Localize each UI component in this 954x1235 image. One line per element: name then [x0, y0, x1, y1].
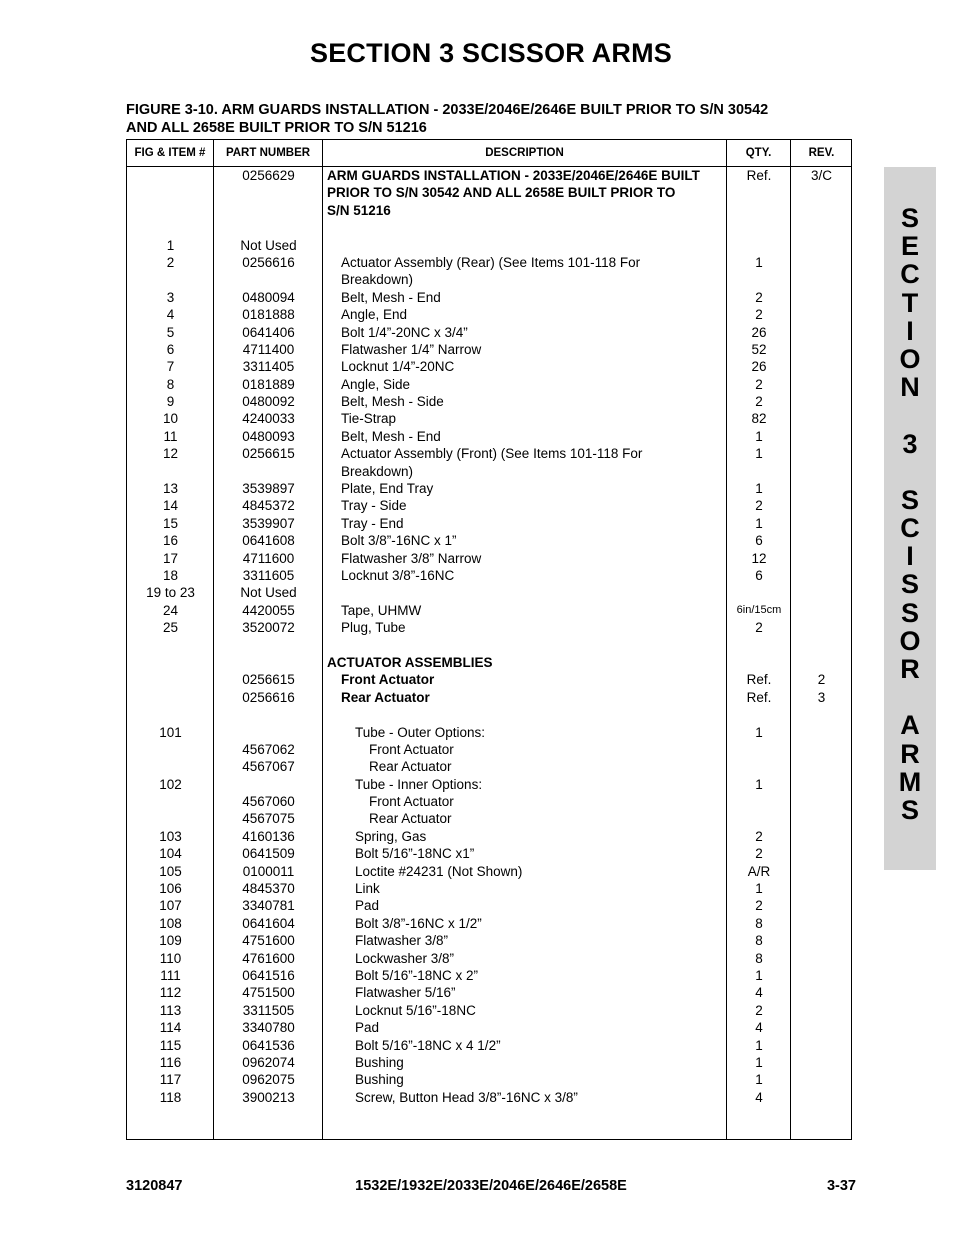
- qty-cell: 2: [755, 898, 763, 914]
- part-number-cell: 3340780: [242, 1020, 295, 1036]
- fig-item-cell: 6: [166, 341, 175, 357]
- fig-item-cell: 5: [166, 324, 175, 340]
- description-cell: Breakdown): [341, 463, 414, 479]
- fig-item-cell: 111: [160, 967, 181, 983]
- fig-item-cell: 4: [166, 307, 175, 323]
- table-row: [127, 237, 851, 254]
- part-number-cell: 3900213: [242, 1089, 295, 1105]
- table-row: [127, 793, 851, 810]
- side-tab-letters: [884, 204, 936, 824]
- side-tab-letter: I: [906, 315, 914, 346]
- fig-item-cell: 118: [159, 1089, 182, 1105]
- description-cell: Bolt 3/8”-16NC x 1/2”: [355, 915, 482, 931]
- header-rev: REV.: [808, 147, 835, 159]
- fig-item-cell: 17: [162, 550, 179, 566]
- table-row: [127, 497, 851, 514]
- table-row: [127, 1037, 851, 1054]
- fig-item-cell: 3: [166, 289, 175, 305]
- fig-item-cell: 24: [162, 602, 179, 618]
- figure-title: [126, 101, 768, 137]
- side-tab-letter: C: [900, 513, 920, 544]
- part-number-cell: 3311605: [242, 567, 295, 583]
- table-row: [127, 671, 851, 688]
- table-row: [127, 845, 851, 862]
- qty-cell: 2: [755, 1002, 763, 1018]
- description-cell: Bushing: [355, 1054, 404, 1070]
- part-number-cell: 0256615: [242, 446, 295, 462]
- fig-item-cell: 13: [162, 481, 179, 497]
- table-row: [127, 219, 851, 236]
- part-number-cell: 0480094: [242, 289, 295, 305]
- description-cell: Locknut 3/8”-16NC: [341, 567, 455, 583]
- qty-cell: 2: [755, 289, 763, 305]
- description-cell: Lockwasher 3/8”: [355, 950, 455, 966]
- table-row: [127, 324, 851, 341]
- part-number-cell: 0181888: [242, 307, 295, 323]
- description-cell: Angle, Side: [341, 376, 411, 392]
- part-number-cell: 0641536: [242, 1037, 295, 1053]
- side-tab-letter: I: [906, 541, 914, 572]
- table-body: [127, 167, 851, 1106]
- table-row: [127, 376, 851, 393]
- side-tab-letter: M: [898, 766, 922, 797]
- part-number-cell: 4845370: [242, 881, 295, 897]
- qty-cell: 12: [751, 550, 767, 566]
- fig-item-cell: 114: [159, 1020, 182, 1036]
- qty-cell: 1: [755, 515, 763, 531]
- description-cell: Screw, Button Head 3/8”-16NC x 3/8”: [355, 1089, 578, 1105]
- qty-cell: Ref.: [746, 672, 772, 688]
- description-cell: Locknut 5/16”-18NC: [355, 1002, 476, 1018]
- description-cell: Bolt 1/4”-20NC x 3/4”: [341, 324, 468, 340]
- table-row: [127, 967, 851, 984]
- footer-page-number: 3-37: [826, 1178, 856, 1194]
- fig-item-cell: 116: [159, 1054, 182, 1070]
- fig-item-cell: 11: [163, 428, 178, 444]
- table-row: [127, 515, 851, 532]
- part-number-cell: 3539907: [242, 515, 295, 531]
- side-tab-letter: 3: [902, 428, 918, 459]
- description-cell: Tube - Inner Options:: [355, 776, 483, 792]
- description-cell: Bolt 3/8”-16NC x 1”: [341, 533, 457, 549]
- side-tab-letter: S: [900, 597, 919, 628]
- fig-item-cell: 103: [159, 828, 182, 844]
- description-cell: Front Actuator: [369, 741, 454, 757]
- qty-cell: 2: [755, 307, 763, 323]
- header-qty: QTY.: [745, 147, 772, 159]
- part-number-cell: 0480092: [242, 394, 295, 410]
- table-row: [127, 567, 851, 584]
- table-row: [127, 550, 851, 567]
- table-row: [127, 1071, 851, 1088]
- description-cell: PRIOR TO S/N 30542 AND ALL 2658E BUILT PRIOR TO: [327, 185, 676, 201]
- part-number-cell: 3311405: [242, 359, 295, 375]
- description-cell: Rear Actuator: [341, 689, 430, 705]
- part-number-cell: 4845372: [242, 498, 295, 514]
- part-number-cell: 0256615: [242, 672, 295, 688]
- qty-cell: 1: [755, 446, 763, 462]
- description-cell: Loctite #24231 (Not Shown): [355, 863, 523, 879]
- description-cell: Flatwasher 5/16”: [355, 985, 456, 1001]
- fig-item-cell: 1: [166, 237, 175, 253]
- part-number-cell: 0962074: [242, 1054, 295, 1070]
- qty-cell: 6: [755, 567, 763, 583]
- table-row: [127, 1019, 851, 1036]
- description-cell: Flatwasher 1/4” Narrow: [341, 341, 482, 357]
- qty-cell: 8: [755, 950, 763, 966]
- part-number-cell: Not Used: [240, 237, 297, 253]
- description-cell: Bolt 5/16”-18NC x 2”: [355, 967, 479, 983]
- description-cell: Front Actuator: [341, 672, 435, 688]
- table-row: [127, 167, 851, 184]
- description-cell: Pad: [355, 898, 380, 914]
- side-tab-letter: S: [900, 569, 919, 600]
- part-number-cell: 0100011: [242, 863, 295, 879]
- fig-item-cell: 7: [166, 359, 175, 375]
- table-row: [127, 532, 851, 549]
- header-part-number: PART NUMBER: [225, 147, 311, 159]
- part-number-cell: 4711600: [242, 550, 295, 566]
- qty-cell: 1: [755, 776, 763, 792]
- qty-cell: 1: [755, 1072, 763, 1088]
- fig-item-cell: 105: [159, 863, 182, 879]
- part-number-cell: 4567062: [242, 741, 295, 757]
- qty-cell: 1: [755, 967, 763, 983]
- description-cell: Breakdown): [341, 272, 414, 288]
- qty-cell: 52: [751, 341, 767, 357]
- table-row: [127, 984, 851, 1001]
- side-tab-letter: N: [900, 372, 920, 403]
- part-number-cell: 4761600: [242, 950, 295, 966]
- parts-table: [126, 139, 852, 1140]
- footer-models: 1532E/1932E/2033E/2046E/2646E/2658E: [355, 1178, 627, 1194]
- part-number-cell: 0641608: [242, 533, 295, 549]
- part-number-cell: 4567067: [242, 759, 295, 775]
- description-cell: Belt, Mesh - End: [341, 289, 441, 305]
- table-row: [127, 863, 851, 880]
- table-row: [127, 1054, 851, 1071]
- qty-cell: 2: [755, 394, 763, 410]
- table-row: [127, 810, 851, 827]
- side-tab-letter: C: [900, 259, 920, 290]
- side-tab-letter: S: [900, 794, 919, 825]
- table-row: [127, 1089, 851, 1106]
- part-number-cell: 0256629: [242, 168, 295, 183]
- section-side-tab: [884, 167, 936, 870]
- part-number-cell: 0641604: [242, 915, 295, 931]
- table-row: [127, 306, 851, 323]
- part-number-cell: 4420055: [242, 602, 295, 618]
- table-row: [127, 706, 851, 723]
- description-cell: Pad: [355, 1020, 380, 1036]
- qty-cell: 8: [755, 933, 763, 949]
- description-cell: Rear Actuator: [369, 811, 452, 827]
- description-cell: Tray - End: [341, 515, 404, 531]
- part-number-cell: 0641509: [242, 846, 295, 862]
- qty-cell: 26: [751, 324, 767, 340]
- rev-cell: 2: [817, 672, 826, 688]
- part-number-cell: 3539897: [242, 481, 295, 497]
- qty-cell: 1: [755, 254, 763, 270]
- description-cell: Bolt 5/16”-18NC x 4 1/2”: [355, 1037, 501, 1053]
- fig-item-cell: 16: [162, 533, 179, 549]
- table-row: [127, 724, 851, 741]
- fig-item-cell: 19 to 23: [146, 585, 195, 601]
- qty-cell: 2: [755, 846, 763, 862]
- qty-cell: 2: [755, 828, 763, 844]
- description-cell: Belt, Mesh - Side: [341, 394, 444, 410]
- table-row: [127, 897, 851, 914]
- table-row: [127, 341, 851, 358]
- part-number-cell: 0181889: [242, 376, 295, 392]
- description-cell: Actuator Assembly (Rear) (See Items 101-118 For: [341, 254, 641, 270]
- fig-item-cell: 18: [162, 567, 179, 583]
- fig-item-cell: 9: [166, 394, 175, 410]
- table-row: [127, 480, 851, 497]
- description-cell: Bolt 5/16”-18NC x1”: [355, 846, 475, 862]
- part-number-cell: 4567075: [242, 811, 295, 827]
- side-tab-letter: E: [900, 231, 919, 262]
- qty-cell: Ref.: [746, 168, 772, 183]
- table-row: [127, 654, 851, 671]
- part-number-cell: 0480093: [242, 428, 295, 444]
- fig-item-cell: 117: [159, 1072, 182, 1088]
- fig-item-cell: 113: [159, 1002, 182, 1018]
- figure-title-line-1: FIGURE 3-10. ARM GUARDS INSTALLATION - 2033E/2046E/2646E BUILT PRIOR TO S/N 30542: [126, 102, 769, 118]
- description-cell: Tube - Outer Options:: [355, 724, 486, 740]
- table-row: [127, 950, 851, 967]
- side-tab-letter: S: [900, 484, 919, 515]
- description-cell: Tray - Side: [341, 498, 407, 514]
- table-row: [127, 584, 851, 601]
- side-tab-letter: O: [899, 625, 921, 656]
- description-cell: Locknut 1/4”-20NC: [341, 359, 455, 375]
- description-cell: Tape, UHMW: [341, 602, 422, 618]
- description-cell: ACTUATOR ASSEMBLIES: [327, 654, 493, 670]
- table-row: [127, 428, 851, 445]
- part-number-cell: 3520072: [242, 620, 295, 636]
- description-cell: Belt, Mesh - End: [341, 428, 441, 444]
- qty-cell: 2: [755, 376, 763, 392]
- table-row: [127, 254, 851, 271]
- part-number-cell: Not Used: [240, 585, 297, 601]
- description-cell: Plug, Tube: [341, 620, 406, 636]
- qty-cell: 1: [755, 481, 763, 497]
- table-row: [127, 463, 851, 480]
- side-tab-letter: O: [899, 343, 921, 374]
- qty-cell: 6: [755, 533, 763, 549]
- qty-cell: 8: [755, 915, 763, 931]
- table-row: [127, 184, 851, 201]
- fig-item-cell: 2: [166, 254, 175, 270]
- figure-title-line-2: AND ALL 2658E BUILT PRIOR TO S/N 51216: [126, 120, 427, 136]
- description-cell: Spring, Gas: [355, 828, 427, 844]
- rev-cell: 3: [817, 689, 826, 705]
- table-row: [127, 410, 851, 427]
- header-description: DESCRIPTION: [485, 147, 564, 159]
- rev-cell: 3/C: [810, 168, 832, 183]
- fig-item-cell: 10: [162, 411, 179, 427]
- qty-cell: 1: [755, 1037, 763, 1053]
- qty-cell: Ref.: [746, 689, 772, 705]
- side-tab-letter: R: [900, 654, 920, 684]
- description-cell: Angle, End: [341, 307, 408, 323]
- qty-cell: 1: [755, 724, 763, 740]
- fig-item-cell: 14: [162, 498, 179, 514]
- table-row: [127, 828, 851, 845]
- footer-doc-number: 3120847: [126, 1178, 183, 1194]
- qty-cell: 26: [751, 359, 767, 375]
- side-tab-letter: R: [900, 738, 920, 769]
- qty-cell: A/R: [747, 863, 771, 879]
- part-number-cell: 4240033: [242, 411, 295, 427]
- fig-item-cell: 104: [159, 846, 182, 862]
- qty-cell: 6in/15cm: [736, 603, 782, 616]
- part-number-cell: 4751500: [242, 985, 295, 1001]
- side-tab-letter: A: [900, 710, 920, 741]
- description-cell: S/N 51216: [327, 202, 391, 218]
- description-cell: ARM GUARDS INSTALLATION - 2033E/2046E/2646E BUILT: [327, 168, 700, 183]
- description-cell: Flatwasher 3/8” Narrow: [341, 550, 482, 566]
- qty-cell: 4: [755, 1089, 763, 1105]
- fig-item-cell: 110: [159, 950, 182, 966]
- section-title: SECTION 3 SCISSOR ARMS: [310, 38, 672, 68]
- part-number-cell: 0962075: [242, 1072, 295, 1088]
- part-number-cell: 4567060: [242, 794, 295, 810]
- fig-item-cell: 12: [162, 446, 179, 462]
- table-row: [127, 741, 851, 758]
- part-number-cell: 4751600: [242, 933, 295, 949]
- fig-item-cell: 8: [166, 376, 175, 392]
- qty-cell: 2: [755, 620, 763, 636]
- description-cell: Plate, End Tray: [341, 481, 434, 497]
- description-cell: Tie-Strap: [341, 411, 397, 427]
- qty-cell: 1: [755, 881, 763, 897]
- fig-item-cell: 102: [159, 776, 182, 792]
- table-row: [127, 915, 851, 932]
- table-row: [127, 1002, 851, 1019]
- description-cell: Front Actuator: [369, 794, 454, 810]
- fig-item-cell: 101: [159, 724, 182, 740]
- part-number-cell: 0256616: [242, 689, 295, 705]
- qty-cell: 1: [755, 1054, 763, 1070]
- table-row: [127, 880, 851, 897]
- side-tab-letter: T: [901, 287, 919, 318]
- description-cell: Rear Actuator: [369, 759, 452, 775]
- description-cell: Actuator Assembly (Front) (See Items 101-118 For: [341, 446, 643, 462]
- table-row: [127, 932, 851, 949]
- part-number-cell: 4160136: [242, 828, 295, 844]
- description-cell: Bushing: [355, 1072, 404, 1088]
- part-number-cell: 3311505: [242, 1002, 295, 1018]
- qty-cell: 4: [755, 985, 763, 1001]
- table-row: [127, 393, 851, 410]
- description-cell: Flatwasher 3/8”: [355, 933, 449, 949]
- table-row: [127, 689, 851, 706]
- part-number-cell: 0641406: [242, 324, 295, 340]
- part-number-cell: 0256616: [242, 254, 295, 270]
- qty-cell: 1: [755, 428, 763, 444]
- table-row: [127, 758, 851, 775]
- fig-item-cell: 25: [162, 620, 179, 636]
- fig-item-cell: 115: [159, 1037, 182, 1053]
- qty-cell: 82: [751, 411, 767, 427]
- table-row: [127, 445, 851, 462]
- table-row: [127, 776, 851, 793]
- table-row: [127, 637, 851, 654]
- fig-item-cell: 112: [159, 985, 182, 1001]
- qty-cell: 4: [755, 1020, 763, 1036]
- part-number-cell: 3340781: [242, 898, 295, 914]
- table-row: [127, 358, 851, 375]
- description-cell: Link: [355, 881, 380, 897]
- table-row: [127, 202, 851, 219]
- side-tab-letter: S: [900, 203, 919, 233]
- table-row: [127, 289, 851, 306]
- fig-item-cell: 107: [159, 898, 182, 914]
- table-row: [127, 271, 851, 288]
- part-number-cell: 0641516: [242, 967, 295, 983]
- fig-item-cell: 109: [159, 933, 182, 949]
- table-row: [127, 602, 851, 619]
- fig-item-cell: 108: [159, 915, 182, 931]
- table-row: [127, 619, 851, 636]
- fig-item-cell: 106: [159, 881, 182, 897]
- header-fig-item: FIG & ITEM #: [134, 147, 206, 159]
- qty-cell: 2: [755, 498, 763, 514]
- part-number-cell: 4711400: [242, 341, 295, 357]
- fig-item-cell: 15: [162, 515, 179, 531]
